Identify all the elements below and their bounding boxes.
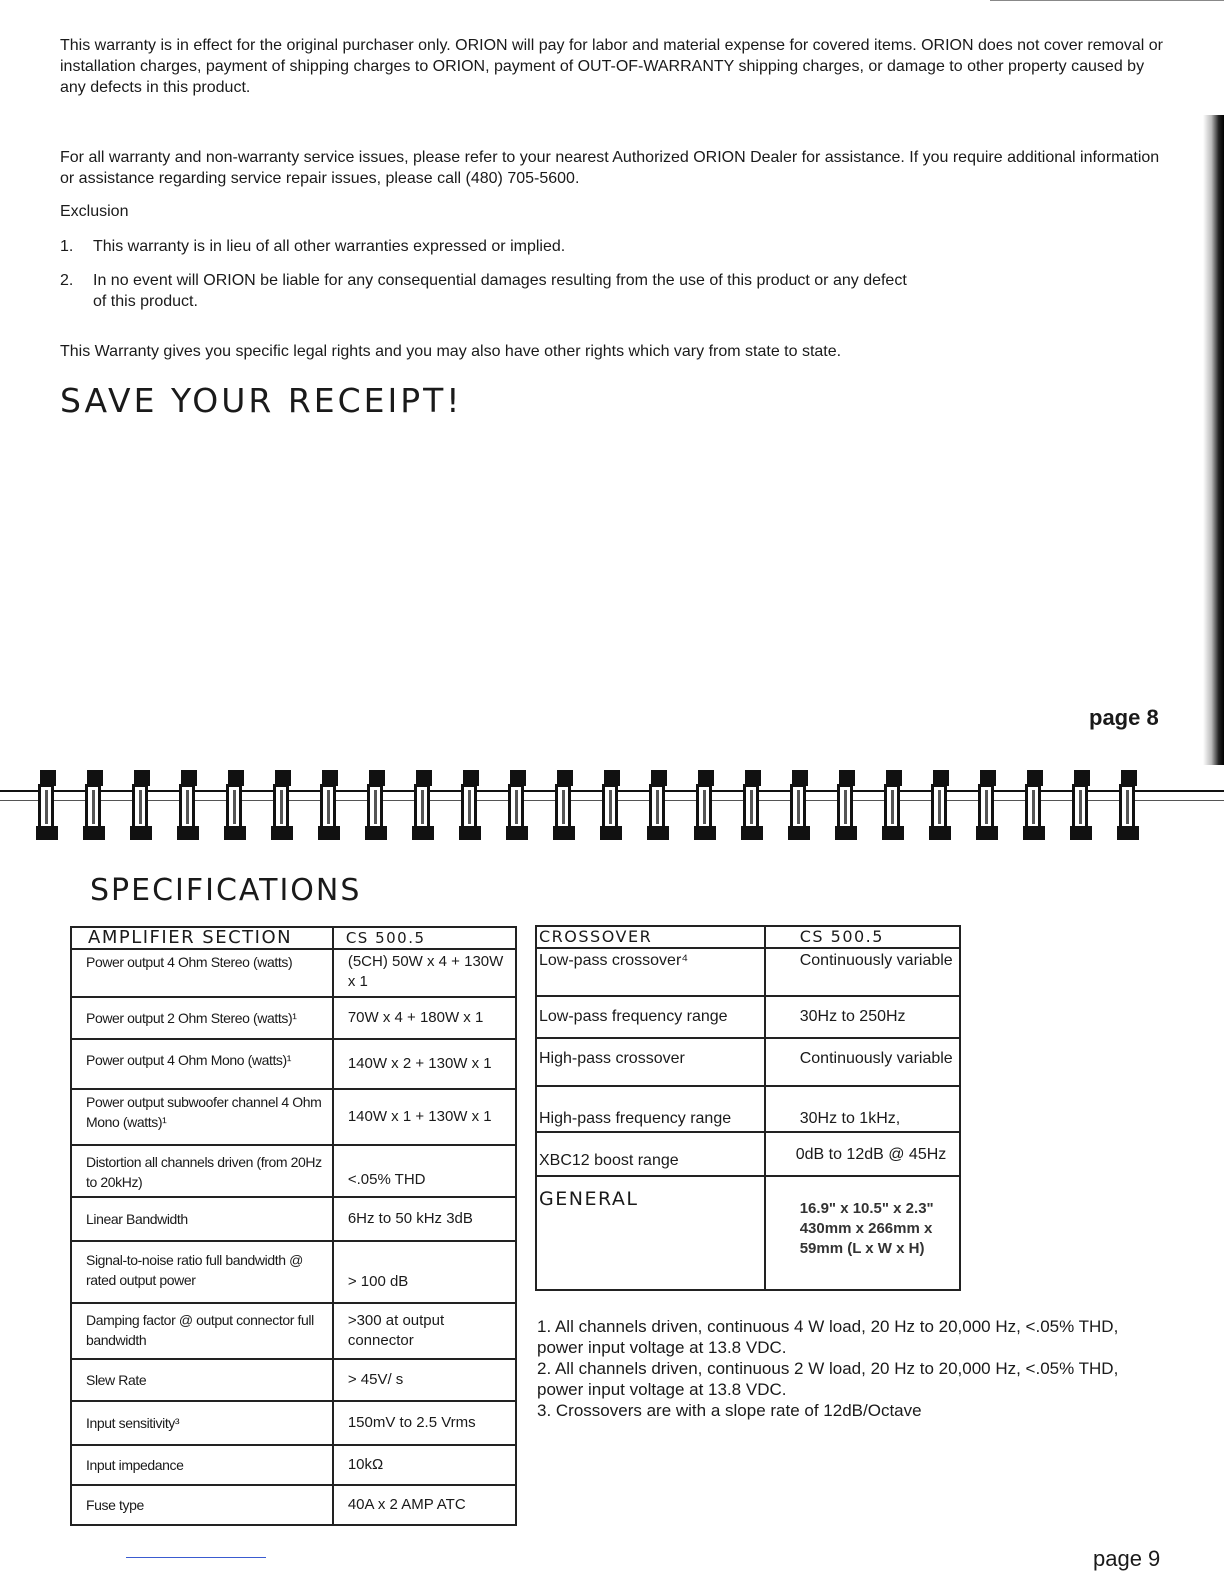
blue-rule	[126, 1557, 266, 1558]
crossover-header: CROSSOVER	[536, 926, 765, 948]
exclusion-text: This warranty is in lieu of all other warranties expressed or implied.	[93, 238, 566, 255]
page-edge-shadow	[1203, 115, 1224, 765]
binding-coil	[175, 770, 222, 842]
binding-coil	[880, 770, 927, 842]
footnote: 2. All channels driven, continuous 2 W load, 20 Hz to 20,000 Hz, <.05% THD, power input voltage at 13.8 VDC.	[537, 1359, 1119, 1399]
spec-label: Power output subwoofer channel 4 Ohm Mono (watts)¹	[71, 1089, 333, 1145]
binding-coil	[833, 770, 880, 842]
binding-coil	[269, 770, 316, 842]
spec-value: 140W x 1 + 130W x 1	[333, 1089, 516, 1145]
binding-coil	[363, 770, 410, 842]
spec-label: Input sensitivity³	[71, 1401, 333, 1445]
spec-value: 40A x 2 AMP ATC	[333, 1485, 516, 1525]
spec-footnotes	[537, 1316, 1167, 1421]
spec-label: Power output 2 Ohm Stereo (watts)¹	[71, 997, 333, 1039]
warranty-paragraph-coverage: This warranty is in effect for the original purchaser only. ORION will pay for labor and material expense for covered items. ORION does not cover removal or installation charges, payment of shipping charges to ORION, payment of OUT-OF-WARRANTY shipping charges, or damage to other property caused by any defects in this product.	[60, 37, 1163, 96]
footnote: 3. Crossovers are with a slope rate of 12dB/Octave	[537, 1401, 922, 1420]
binding-coil	[222, 770, 269, 842]
spec-value: Continuously variable	[765, 948, 960, 996]
spec-value: 10kΩ	[333, 1445, 516, 1485]
page-number-9: page 9	[1093, 1546, 1161, 1571]
spec-label: XBC12 boost range	[536, 1132, 765, 1176]
spec-value: 30Hz to 250Hz	[765, 996, 960, 1038]
binding-coil	[786, 770, 833, 842]
spec-label: Damping factor @ output connector full bandwidth	[71, 1303, 333, 1359]
top-edge-rule	[990, 0, 1224, 1]
spec-value: 150mV to 2.5 Vrms	[333, 1401, 516, 1445]
exclusion-number: 2.	[60, 272, 74, 289]
spec-value: >300 at output connector	[333, 1303, 516, 1359]
binding-coil	[1021, 770, 1068, 842]
amplifier-section-header: AMPLIFIER SECTION	[71, 927, 333, 949]
crossover-spec-table	[535, 925, 961, 1291]
page-number-8: page 8	[1089, 705, 1159, 730]
binding-coil	[1115, 770, 1162, 842]
spec-value: 70W x 4 + 180W x 1	[333, 997, 516, 1039]
binding-coil	[128, 770, 175, 842]
spec-value: 0dB to 12dB @ 45Hz	[765, 1132, 960, 1176]
spec-label: Slew Rate	[71, 1359, 333, 1401]
binding-coil	[692, 770, 739, 842]
spec-value: (5CH) 50W x 4 + 130W x 1	[333, 949, 516, 997]
spec-label: Low-pass crossover⁴	[536, 948, 765, 996]
binding-coil	[504, 770, 551, 842]
exclusion-text: In no event will ORION be liable for any consequential damages resulting from the use of this product or any defect of this product.	[93, 272, 907, 310]
binding-coil	[645, 770, 692, 842]
general-header: GENERAL	[536, 1176, 765, 1290]
specifications-title: SPECIFICATIONS	[90, 873, 362, 908]
spec-label: High-pass frequency range	[536, 1086, 765, 1132]
binding-coil	[457, 770, 504, 842]
spec-label: Linear Bandwidth	[71, 1197, 333, 1241]
binding-coil	[739, 770, 786, 842]
binding-coil	[34, 770, 81, 842]
amplifier-spec-table	[70, 926, 517, 1526]
exclusion-number: 1.	[60, 238, 74, 255]
spec-value: <.05% THD	[333, 1145, 516, 1197]
save-receipt-heading: SAVE YOUR RECEIPT!	[60, 381, 463, 420]
binding-coil	[974, 770, 1021, 842]
spec-label: Fuse type	[71, 1485, 333, 1525]
binding-coil	[1068, 770, 1115, 842]
spec-value: > 45V/ s	[333, 1359, 516, 1401]
spec-label: Power output 4 Ohm Stereo (watts)	[71, 949, 333, 997]
spec-value: > 100 dB	[333, 1241, 516, 1303]
crossover-model-header: CS 500.5	[765, 926, 960, 948]
footnote: 1. All channels driven, continuous 4 W load, 20 Hz to 20,000 Hz, <.05% THD, power input voltage at 13.8 VDC.	[537, 1317, 1119, 1357]
binding-coil	[81, 770, 128, 842]
binding-coil	[598, 770, 645, 842]
spiral-binding	[34, 770, 1164, 842]
spec-value: 6Hz to 50 kHz 3dB	[333, 1197, 516, 1241]
spec-label: Low-pass frequency range	[536, 996, 765, 1038]
spec-label: Signal-to-noise ratio full bandwidth @ rated output power	[71, 1241, 333, 1303]
spec-label: Distortion all channels driven (from 20Hz to 20kHz)	[71, 1145, 333, 1197]
binding-coil	[927, 770, 974, 842]
binding-coil	[410, 770, 457, 842]
spec-label: Input impedance	[71, 1445, 333, 1485]
warranty-rights: This Warranty gives you specific legal rights and you may also have other rights which vary from state to state.	[60, 343, 842, 360]
warranty-paragraph-service: For all warranty and non-warranty service issues, please refer to your nearest Authorized ORION Dealer for assistance. If you require additional information or assistance regarding service repair issues, please call (480) 705-5600.	[60, 149, 1160, 187]
spec-label: Power output 4 Ohm Mono (watts)¹	[71, 1039, 333, 1089]
binding-coil	[551, 770, 598, 842]
general-dimensions: 16.9" x 10.5" x 2.3" 430mm x 266mm x 59mm (L x W x H)	[765, 1176, 960, 1290]
spec-value: Continuously variable	[765, 1038, 960, 1086]
amplifier-model-header: CS 500.5	[333, 927, 516, 949]
spec-label: High-pass crossover	[536, 1038, 765, 1086]
exclusion-title: Exclusion	[60, 203, 129, 220]
binding-coil	[316, 770, 363, 842]
spec-value: 30Hz to 1kHz,	[765, 1086, 960, 1132]
spec-value: 140W x 2 + 130W x 1	[333, 1039, 516, 1089]
